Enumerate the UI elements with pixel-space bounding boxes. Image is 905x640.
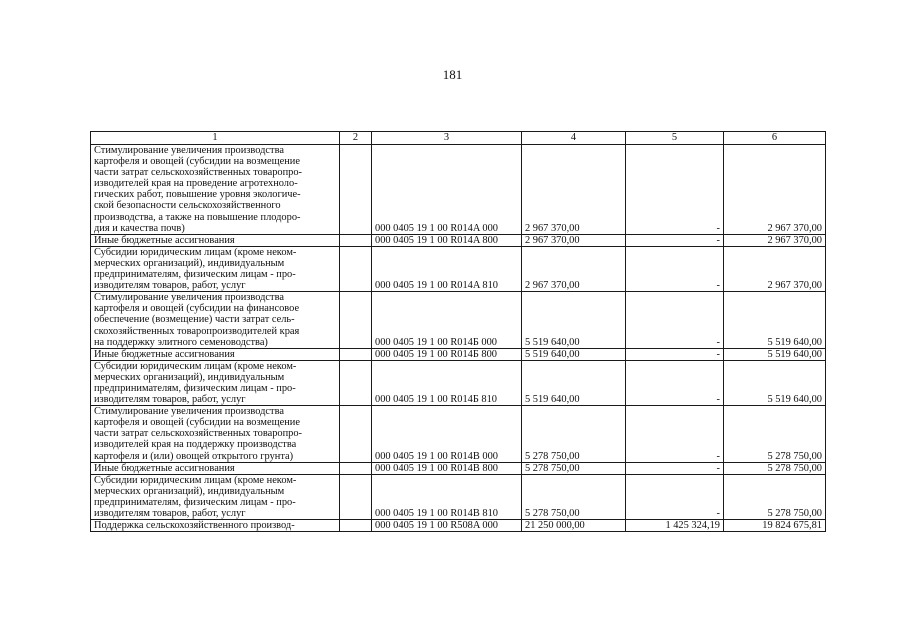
row-description (91, 348, 340, 360)
description-line: производства, а также на повышение плодоро- (94, 211, 301, 223)
row-col5: - (626, 360, 724, 405)
description-line: картофеля и овощей (субсидии на возмещение (94, 156, 300, 168)
row-budget-code: 000 0405 19 1 00 R014A 810 (372, 246, 522, 291)
header-cell-5: 5 (626, 132, 724, 145)
header-cell-3: 3 (372, 132, 522, 145)
row-amount: 5 519 640,00 (522, 348, 626, 360)
row-col5: - (626, 348, 724, 360)
table-row (91, 246, 826, 291)
row-col5: - (626, 292, 724, 348)
row-col5: - (626, 145, 724, 235)
row-amount: 5 519 640,00 (522, 292, 626, 348)
row-budget-code: 000 0405 19 1 00 R014Б 810 (372, 360, 522, 405)
row-col2 (340, 234, 372, 246)
row-col2 (340, 462, 372, 474)
row-col6: 5 278 750,00 (724, 406, 826, 462)
row-col6: 5 519 640,00 (724, 348, 826, 360)
row-description (91, 462, 340, 474)
row-col2 (340, 406, 372, 462)
header-cell-1: 1 (91, 132, 340, 145)
row-col6: 5 519 640,00 (724, 360, 826, 405)
row-description (91, 234, 340, 246)
table-row (91, 474, 826, 519)
row-amount: 2 967 370,00 (522, 145, 626, 235)
table-row (91, 292, 826, 348)
description-line: картофеля и (или) овощей открытого грунта) (94, 450, 294, 462)
table-row (91, 360, 826, 405)
row-amount: 2 967 370,00 (522, 246, 626, 291)
row-col6: 2 967 370,00 (724, 145, 826, 235)
row-budget-code: 000 0405 19 1 00 R014Б 800 (372, 348, 522, 360)
description-line: картофеля и овощей (субсидии на возмещение (94, 417, 300, 429)
header-row (91, 132, 826, 145)
row-col6: 19 824 675,81 (724, 520, 826, 532)
row-description (91, 406, 340, 462)
row-col2 (340, 292, 372, 348)
description-line: Стимулирование увеличения производства (94, 145, 284, 156)
row-col2 (340, 246, 372, 291)
table-row (91, 520, 826, 532)
header-cell-6: 6 (724, 132, 826, 145)
header-cell-2: 2 (340, 132, 372, 145)
row-amount: 21 250 000,00 (522, 520, 626, 532)
description-line: обеспечение (возмещение) части затрат сель- (94, 314, 295, 326)
description-line: Стимулирование увеличения производства (94, 292, 284, 304)
row-col5: - (626, 462, 724, 474)
description-line: изводителей края на проведение агротехноло- (94, 178, 298, 190)
description-line: предпринимателям, физическим лицам - про- (94, 382, 296, 394)
description-line: Иные бюджетные ассигнования (94, 348, 235, 360)
row-description (91, 360, 340, 405)
row-budget-code: 000 0405 19 1 00 R014B 800 (372, 462, 522, 474)
row-description (91, 520, 340, 532)
table-row (91, 234, 826, 246)
row-amount: 2 967 370,00 (522, 234, 626, 246)
description-line: ской безопасности сельскохозяйственного (94, 200, 281, 212)
row-col6: 2 967 370,00 (724, 234, 826, 246)
description-line: предпринимателям, физическим лицам - про- (94, 496, 296, 508)
budget-table (90, 131, 826, 532)
row-col2 (340, 360, 372, 405)
row-col2 (340, 348, 372, 360)
row-col5: - (626, 246, 724, 291)
header-cell-4: 4 (522, 132, 626, 145)
description-line: Субсидии юридическим лицам (кроме неком- (94, 474, 297, 486)
row-col2 (340, 520, 372, 532)
row-description (91, 246, 340, 291)
description-line: изводителям товаров, работ, услуг (94, 280, 246, 292)
row-col6: 5 278 750,00 (724, 474, 826, 519)
description-line: Стимулирование увеличения производства (94, 406, 284, 418)
description-line: предпринимателям, физическим лицам - про- (94, 269, 296, 281)
description-line: изводителям товаров, работ, услуг (94, 394, 246, 406)
row-budget-code: 000 0405 19 1 00 R014A 000 (372, 145, 522, 235)
row-amount: 5 278 750,00 (522, 406, 626, 462)
description-line: скохозяйственных товаропроизводителей края (94, 325, 300, 337)
row-budget-code: 000 0405 19 1 00 R014B 000 (372, 406, 522, 462)
row-col5: - (626, 234, 724, 246)
row-col2 (340, 474, 372, 519)
description-line: мерческих организаций), индивидуальным (94, 485, 285, 497)
description-line: дия и качества почв) (94, 222, 185, 234)
description-line: Поддержка сельскохозяйственного производ- (94, 520, 295, 532)
table-row (91, 348, 826, 360)
description-line: изводителей края на поддержку производства (94, 439, 297, 451)
table-body (91, 132, 826, 532)
description-line: картофеля и овощей (субсидии на финансовое (94, 303, 300, 315)
row-description (91, 474, 340, 519)
row-description (91, 145, 340, 235)
description-line: Субсидии юридическим лицам (кроме неком- (94, 246, 297, 258)
row-amount: 5 278 750,00 (522, 462, 626, 474)
row-budget-code: 000 0405 19 1 00 R014Б 000 (372, 292, 522, 348)
description-line: Иные бюджетные ассигнования (94, 462, 235, 474)
row-budget-code: 000 0405 19 1 00 R014A 800 (372, 234, 522, 246)
table-row (91, 462, 826, 474)
description-line: изводителям товаров, работ, услуг (94, 508, 246, 519)
description-line: мерческих организаций), индивидуальным (94, 257, 285, 269)
row-col6: 5 519 640,00 (724, 292, 826, 348)
row-description (91, 292, 340, 348)
description-line: Субсидии юридическим лицам (кроме неком- (94, 360, 297, 372)
description-line: Иные бюджетные ассигнования (94, 234, 235, 246)
description-line: гических работ, повышение уровня экологиче- (94, 189, 301, 201)
table-row (91, 145, 826, 235)
row-col2 (340, 145, 372, 235)
table-row (91, 406, 826, 462)
description-line: части затрат сельскохозяйственных товаропро- (94, 167, 303, 179)
row-budget-code: 000 0405 19 1 00 R014B 810 (372, 474, 522, 519)
row-col5: - (626, 406, 724, 462)
description-line: мерческих организаций), индивидуальным (94, 371, 285, 383)
description-line: на поддержку элитного семеноводства) (94, 336, 268, 348)
row-col6: 2 967 370,00 (724, 246, 826, 291)
row-budget-code: 000 0405 19 1 00 R508A 000 (372, 520, 522, 532)
row-col5: - (626, 474, 724, 519)
row-amount: 5 519 640,00 (522, 360, 626, 405)
row-col6: 5 278 750,00 (724, 462, 826, 474)
row-amount: 5 278 750,00 (522, 474, 626, 519)
description-line: части затрат сельскохозяйственных товаропро- (94, 428, 303, 440)
page-number: 181 (442, 67, 463, 82)
row-col5: 1 425 324,19 (626, 520, 724, 532)
